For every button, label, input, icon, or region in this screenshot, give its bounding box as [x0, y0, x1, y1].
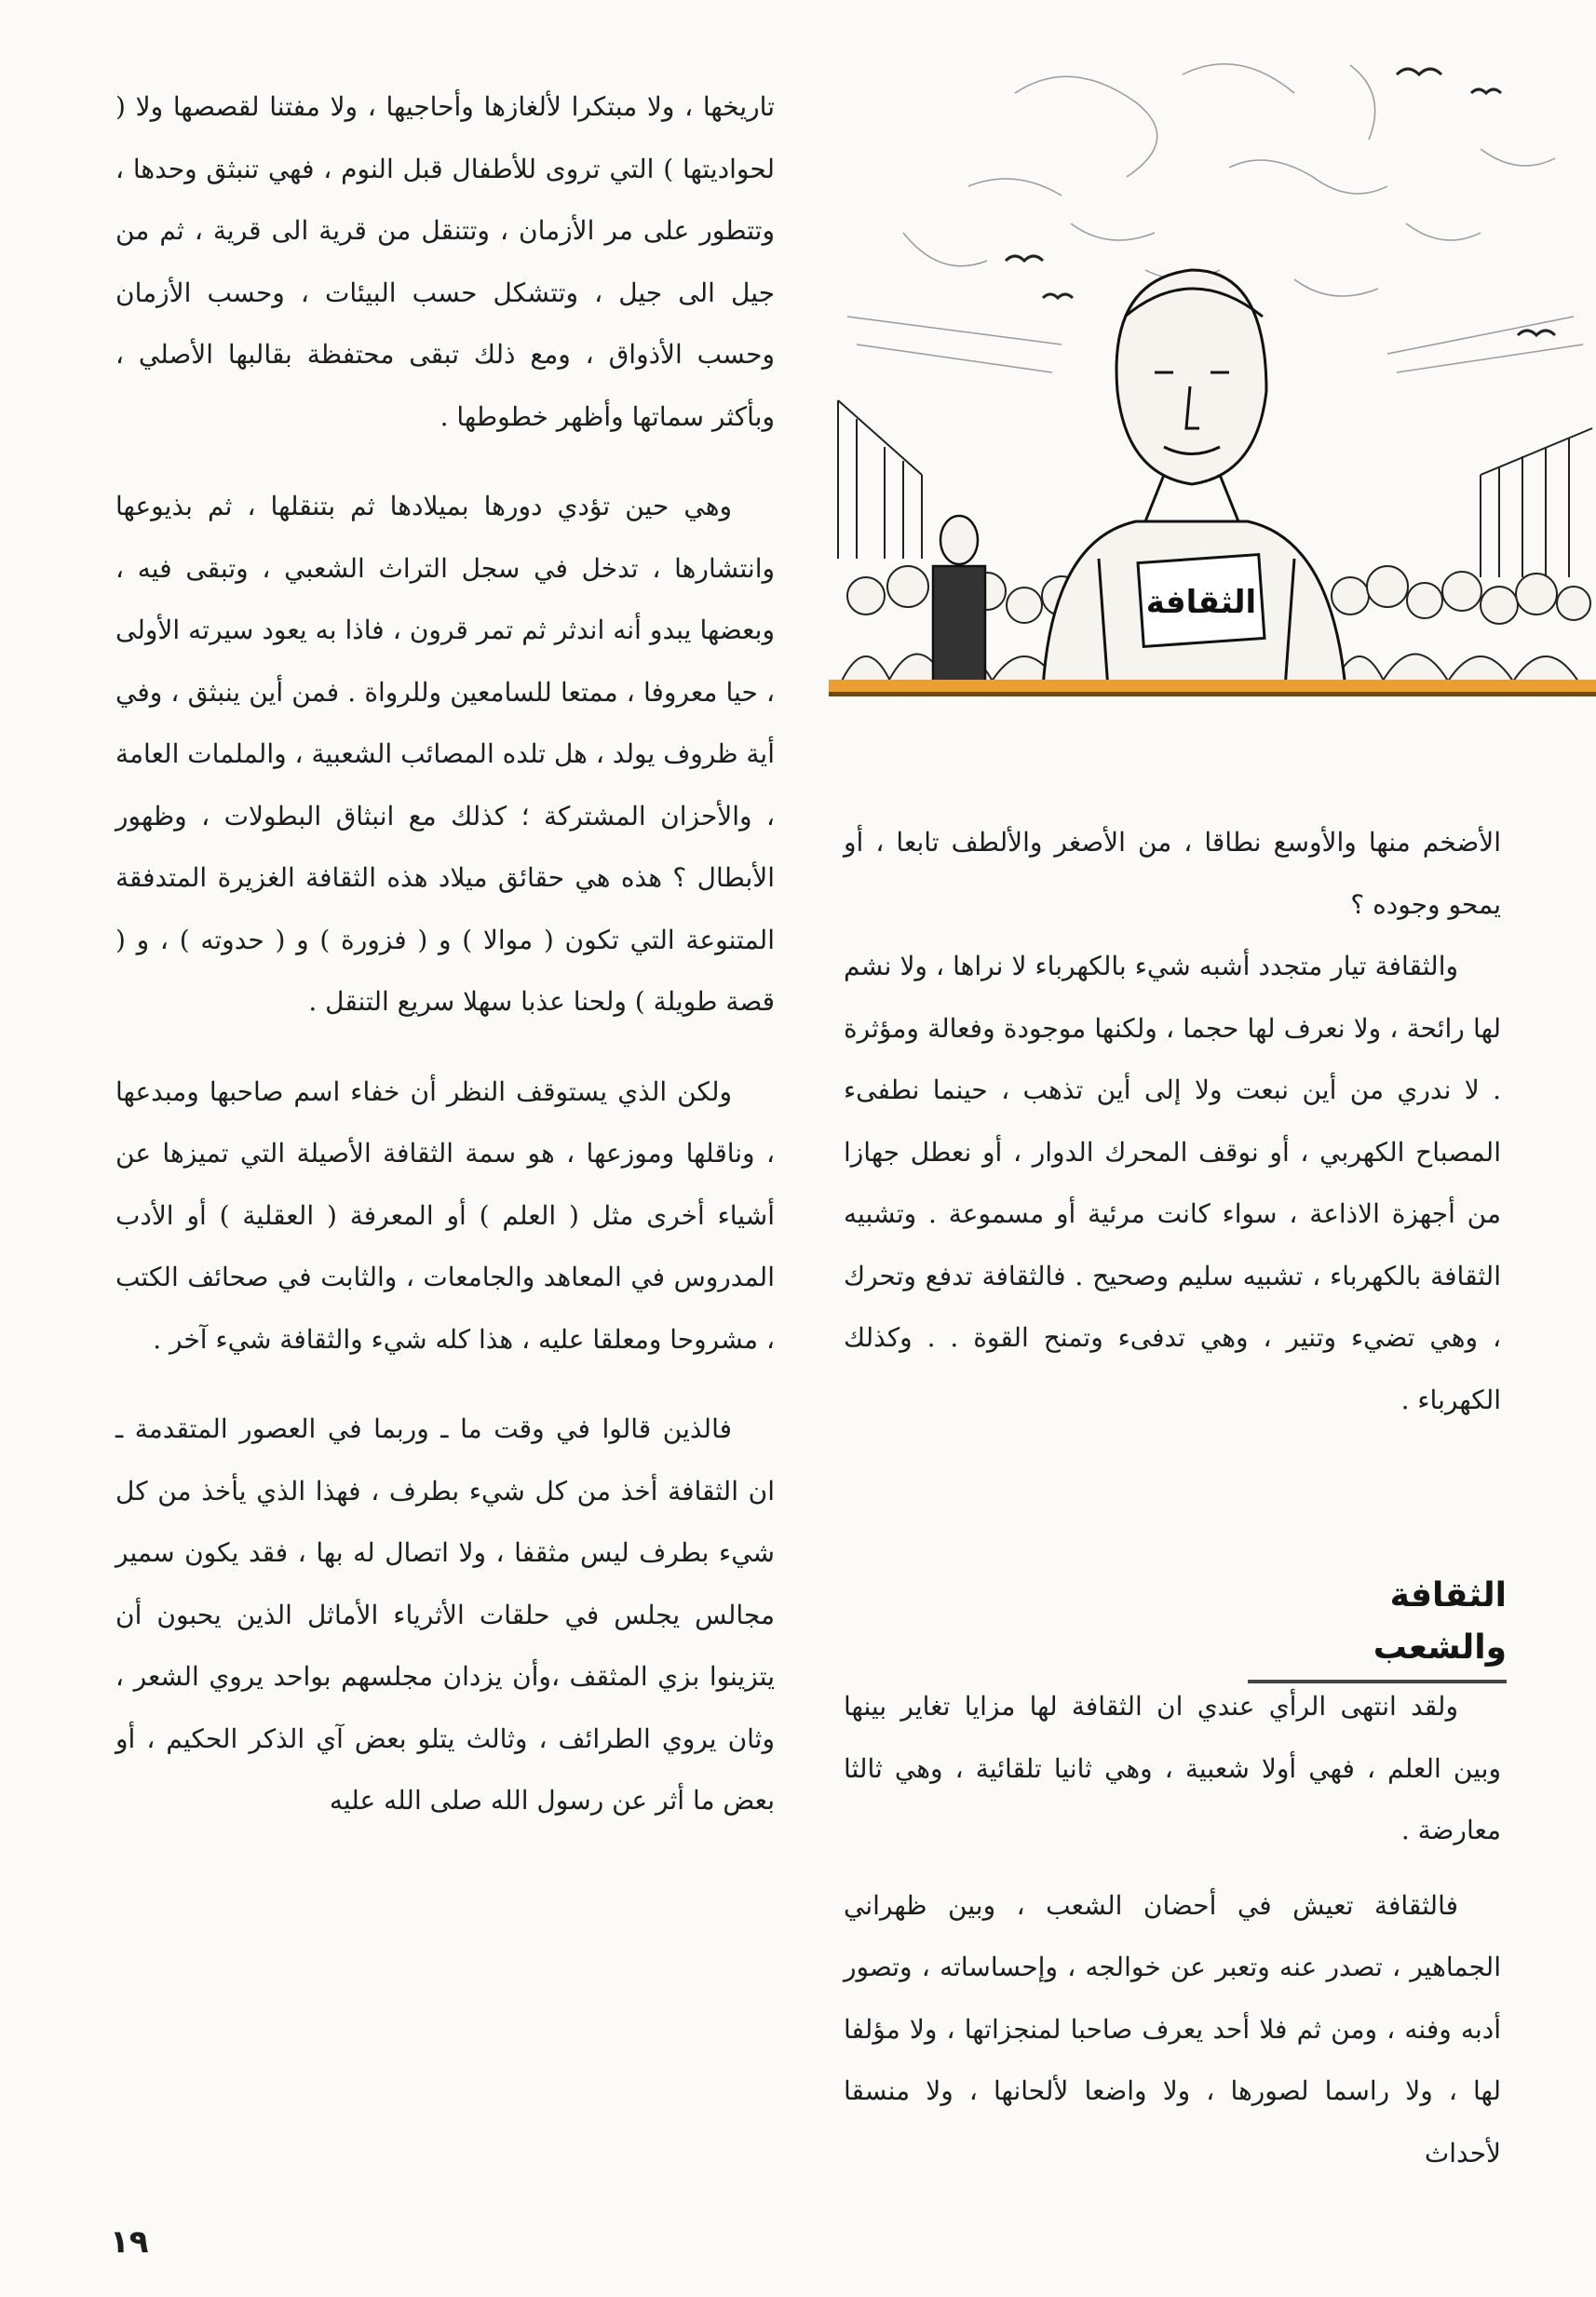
paragraph: تاريخها ، ولا مبتكرا لألغازها وأحاجيها ، ولا مفتنا لقصصها ولا ( لحواديتها ) التي تروى للأطفال قبل النوم ، فهي تنبثق وحدها ، وتتطور على مر الأزمان ، وتتنقل من قرية الى قرية ، ثم من جيل الى جيل ، وتتشكل حسب البيئات ، وحسب الأزمان وحسب الأذواق ، ومع ذلك تبقى محتفظة بقالبها الأصلي ، وبأكثر سماتها وأظهر خطوطها .	[115, 91, 775, 432]
section-heading: الثقافة والشعب	[1248, 1570, 1507, 1683]
right-column-top	[844, 812, 1501, 1431]
left-column	[115, 76, 775, 1832]
paragraph: ولكن الذي يستوقف النظر أن خفاء اسم صاحبها ومبدعها ، وناقلها وموزعها ، هو سمة الثقافة الأصيلة التي تميزها عن أشياء أخرى مثل ( العلم ) أو المعرفة ( العقلية ) أو الأدب المدروس في المعاهد والجامعات ، والثابت في صحائف الكتب ، مشروحا ومعلقا عليه ، هذا كله شيء والثقافة شيء آخر .	[115, 1075, 775, 1355]
man-figure	[933, 516, 985, 689]
crowd-illustration	[829, 37, 1596, 708]
paragraph: والثقافة تيار متجدد أشبه شيء بالكهرباء لا نراها ، ولا نشم لها رائحة ، ولا نعرف لها حجما ، ولكنها موجودة وفعالة ومؤثرة . لا ندري من أين نبعت ولا إلى أين تذهب ، حينما نطفىء المصباح الكهربي ، أو نوقف المحرك الدوار ، أو نعطل جهازا من أجهزة الاذاعة ، سواء كانت مرئية أو مسموعة . وتشبيه الثقافة بالكهرباء ، تشبيه سليم وصحيح . فالثقافة تدفع وتحرك ، وهي تضيء وتنير ، وهي تدفىء وتمنح القوة . . وكذلك الكهرباء .	[844, 951, 1502, 1415]
sign-text: الثقافة	[1145, 584, 1257, 621]
birds	[1006, 69, 1555, 335]
buildings-right	[1481, 428, 1592, 577]
paragraph: فالثقافة تعيش في أحضان الشعب ، وبين ظهراني الجماهير ، تصدر عنه وتعبر عن خوالجه ، وإحساساته ، وتصور أدبه وفنه ، ومن ثم فلا أحد يعرف صاحبا لمنجزاتها ، ولا مؤلفا لها ، ولا راسما لصورها ، ولا واضعا لألحانها ، ولا منسقا لأحداث	[844, 1889, 1501, 2169]
illustration-drawing	[829, 37, 1596, 708]
buildings-left	[838, 400, 922, 559]
right-column-bottom	[844, 1676, 1501, 2184]
paragraph: فالذين قالوا في وقت ما ـ وربما في العصور المتقدمة ـ ان الثقافة أخذ من كل شيء بطرف ، فهذا الذي يأخذ من كل شيء بطرف ليس مثقفا ، ولا اتصال له بها ، فقد يكون سمير مجالس يجلس في حلقات الأثرياء الأماثل الذين يحبون أن يتزينوا بزي المثقف ،وأن يزدان مجلسهم بواحد يروي الشعر ، وثان يروي الطرائف ، وثالث يتلو بعض آي الذكر الحكيم ، أو بعض ما أثر عن رسول الله صلى الله عليه	[115, 1413, 775, 1816]
culture-sign	[1138, 555, 1265, 647]
paragraph: وهي حين تؤدي دورها بميلادها ثم بتنقلها ، ثم بذيوعها وانتشارها ، تدخل في سجل التراث الشعبي ، وتبقى فيه ، وبعضها يبدو أنه اندثر ثم تمر قرون ، فاذا به يعود سيرته الأولى ، حيا معروفا ، ممتعا للسامعين وللرواة . فمن أين ينبثق ، وفي أية ظروف يولد ، هل تلده المصائب الشعبية ، والملمات العامة ، والأحزان المشتركة ؛ كذلك مع انبثاق البطولات ، وظهور الأبطال ؟ هذه هي حقائق ميلاد هذه الثقافة الغزيرة المتدفقة المتنوعة التي تكون ( موالا ) و ( فزورة ) و ( حدوته ) ، و ( قصة طويلة ) ولحنا عذبا سهلا سريع التنقل .	[115, 491, 775, 1017]
paragraph: الأضخم منها والأوسع نطاقا ، من الأصغر والألطف تابعا ، أو يمحو وجوده ؟	[844, 827, 1501, 920]
paragraph: ولقد انتهى الرأي عندي ان الثقافة لها مزايا تغاير بينها وبين العلم ، فهي أولا شعبية ، وهي ثانيا تلقائية ، وهي ثالثا معارضة .	[844, 1691, 1501, 1845]
accent-bar-shadow	[829, 692, 1596, 696]
page-number: ١٩	[110, 2223, 149, 2261]
